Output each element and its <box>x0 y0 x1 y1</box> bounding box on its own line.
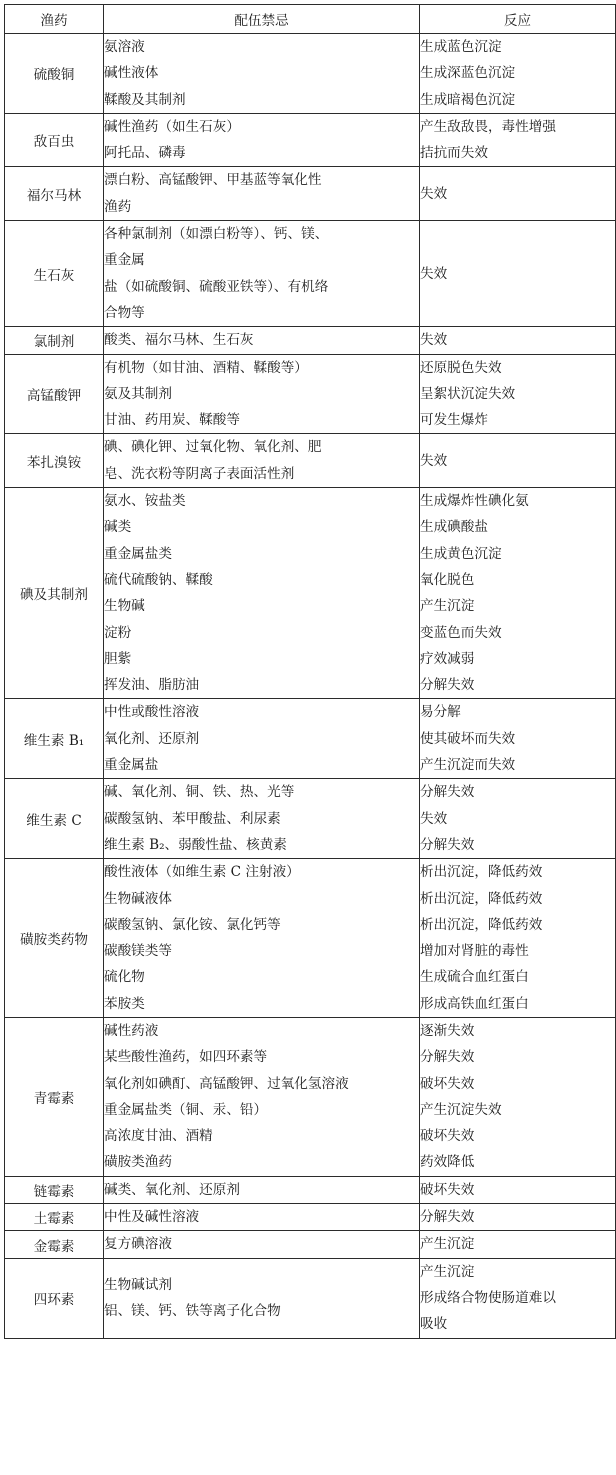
reaction-item: 可发生爆炸 <box>420 412 488 429</box>
incompatibility-item: 维生素 B₂、弱酸性盐、核黄素 <box>104 836 287 853</box>
incompatibility-item: 复方碘溶液 <box>104 1236 172 1253</box>
reaction-item: 产生沉淀 <box>420 1236 475 1253</box>
incompatibility-item: 生物碱 <box>104 598 145 615</box>
incompatibility-item: 重金属盐 <box>104 757 159 774</box>
incompatibility-table <box>4 4 616 1339</box>
incompatibility-item: 重金属盐类 <box>104 545 172 562</box>
reaction-item: 破坏失效 <box>420 1075 475 1092</box>
incompatibility-item: 磺胺类渔药 <box>104 1154 172 1171</box>
drug-name: 维生素 B₁ <box>5 699 104 779</box>
reaction-cell <box>420 1017 616 1176</box>
incompatibility-item: 皂、洗衣粉等阴离子表面活性剂 <box>104 465 295 482</box>
incompatibility-item: 高浓度甘油、酒精 <box>104 1128 213 1145</box>
incompatibility-item: 酸类、福尔马林、生石灰 <box>104 332 254 349</box>
table-row <box>5 434 616 488</box>
incompatibility-item: 中性及碱性溶液 <box>104 1209 200 1226</box>
incompatibility-cell <box>104 34 420 114</box>
incompatibility-cell <box>104 1017 420 1176</box>
header-row <box>5 5 616 34</box>
incompatibility-item: 阿托品、磷毒 <box>104 145 186 162</box>
reaction-item: 生成碘酸盐 <box>420 519 488 536</box>
table-row <box>5 1258 616 1338</box>
incompatibility-item: 酸性液体（如维生素 C 注射液） <box>104 864 300 881</box>
reaction-item: 产生沉淀 <box>420 1263 475 1280</box>
incompatibility-cell <box>104 1258 420 1338</box>
table-row <box>5 488 616 699</box>
incompatibility-item: 铝、镁、钙、铁等离子化合物 <box>104 1303 281 1320</box>
reaction-item: 分解失效 <box>420 784 475 801</box>
incompatibility-item: 渔药 <box>104 198 132 215</box>
incompatibility-item: 漂白粉、高锰酸钾、甲基蓝等氧化性 <box>104 172 322 189</box>
incompatibility-item: 碱性液体 <box>104 65 159 82</box>
reaction-item: 失效 <box>420 332 448 349</box>
reaction-item: 失效 <box>420 265 448 282</box>
reaction-cell <box>420 488 616 699</box>
incompatibility-item: 重金属盐类（铜、汞、铅） <box>104 1101 268 1118</box>
incompatibility-cell <box>104 113 420 167</box>
reaction-item: 使其破坏而失效 <box>420 730 516 747</box>
reaction-item: 疗效减弱 <box>420 650 475 667</box>
drug-name: 苯扎溴铵 <box>5 434 104 488</box>
incompatibility-item: 氨溶液 <box>104 39 145 55</box>
reaction-cell <box>420 221 616 327</box>
reaction-item: 生成硫合血红蛋白 <box>420 969 529 986</box>
header-incompatibility: 配伍禁忌 <box>104 5 420 34</box>
reaction-cell <box>420 113 616 167</box>
incompatibility-cell <box>104 1231 420 1258</box>
table-row <box>5 354 616 434</box>
header-reaction: 反应 <box>420 5 616 34</box>
reaction-cell <box>420 1204 616 1231</box>
reaction-item: 生成蓝色沉淀 <box>420 39 502 55</box>
table-row <box>5 34 616 114</box>
reaction-item: 分解失效 <box>420 1209 475 1226</box>
drug-name: 链霉素 <box>5 1176 104 1203</box>
incompatibility-item: 碱、氧化剂、铜、铁、热、光等 <box>104 784 295 801</box>
reaction-cell <box>420 1258 616 1338</box>
incompatibility-item: 碱性药液 <box>104 1022 159 1039</box>
incompatibility-cell <box>104 779 420 859</box>
reaction-item: 产生敌敌畏，毒性增强 <box>420 118 556 135</box>
reaction-item: 呈絮状沉淀失效 <box>420 385 516 402</box>
drug-name: 生石灰 <box>5 221 104 327</box>
reaction-item: 还原脱色失效 <box>420 359 502 376</box>
drug-name: 金霉素 <box>5 1231 104 1258</box>
reaction-item: 分解失效 <box>420 677 475 694</box>
table-row <box>5 1176 616 1203</box>
table-row <box>5 1231 616 1258</box>
incompatibility-item: 碳酸镁类等 <box>104 943 172 960</box>
incompatibility-item: 碱类 <box>104 519 132 536</box>
table-row <box>5 113 616 167</box>
reaction-cell <box>420 779 616 859</box>
reaction-item: 增加对肾脏的毒性 <box>420 943 529 960</box>
incompatibility-item: 硫代硫酸钠、鞣酸 <box>104 571 213 588</box>
reaction-item: 药效降低 <box>420 1154 475 1171</box>
incompatibility-item: 某些酸性渔药，如四环素等 <box>104 1049 268 1066</box>
drug-name: 高锰酸钾 <box>5 354 104 434</box>
incompatibility-item: 苯胺类 <box>104 995 145 1012</box>
reaction-item: 产生沉淀 <box>420 598 475 615</box>
table-row <box>5 1204 616 1231</box>
reaction-item: 破坏失效 <box>420 1181 475 1198</box>
table-row <box>5 699 616 779</box>
reaction-item: 产生沉淀而失效 <box>420 757 516 774</box>
table-row <box>5 859 616 1018</box>
reaction-cell <box>420 1231 616 1258</box>
drug-name: 敌百虫 <box>5 113 104 167</box>
reaction-item: 生成爆炸性碘化氨 <box>420 493 529 510</box>
reaction-cell <box>420 1176 616 1203</box>
incompatibility-cell <box>104 1204 420 1231</box>
reaction-item: 生成深蓝色沉淀 <box>420 65 516 82</box>
reaction-item: 形成高铁血红蛋白 <box>420 995 529 1012</box>
incompatibility-item: 中性或酸性溶液 <box>104 704 200 721</box>
reaction-item: 易分解 <box>420 704 461 721</box>
incompatibility-cell <box>104 859 420 1018</box>
reaction-cell <box>420 167 616 221</box>
reaction-cell <box>420 34 616 114</box>
incompatibility-item: 有机物（如甘油、酒精、鞣酸等） <box>104 359 308 376</box>
reaction-item: 失效 <box>420 452 448 469</box>
table-body <box>5 34 616 1339</box>
incompatibility-item: 碱性渔药（如生石灰） <box>104 118 240 135</box>
incompatibility-item: 甘油、药用炭、鞣酸等 <box>104 412 240 429</box>
table-row <box>5 1017 616 1176</box>
reaction-item: 生成黄色沉淀 <box>420 545 502 562</box>
reaction-item: 失效 <box>420 185 448 202</box>
drug-name: 硫酸铜 <box>5 34 104 114</box>
table-row <box>5 167 616 221</box>
drug-name: 青霉素 <box>5 1017 104 1176</box>
incompatibility-item: 淀粉 <box>104 624 132 641</box>
reaction-item: 变蓝色而失效 <box>420 624 502 641</box>
incompatibility-cell <box>104 699 420 779</box>
incompatibility-item: 碱类、氧化剂、还原剂 <box>104 1181 240 1198</box>
reaction-cell <box>420 699 616 779</box>
incompatibility-item: 胆紫 <box>104 650 132 667</box>
incompatibility-item: 合物等 <box>104 304 145 321</box>
reaction-item: 分解失效 <box>420 1049 475 1066</box>
table-row <box>5 779 616 859</box>
reaction-cell <box>420 434 616 488</box>
reaction-item: 分解失效 <box>420 836 475 853</box>
drug-name: 碘及其制剂 <box>5 488 104 699</box>
reaction-item: 产生沉淀失效 <box>420 1101 502 1118</box>
reaction-item: 拮抗而失效 <box>420 145 488 162</box>
incompatibility-cell <box>104 488 420 699</box>
reaction-item: 破坏失效 <box>420 1128 475 1145</box>
drug-name: 土霉素 <box>5 1204 104 1231</box>
incompatibility-item: 生物碱液体 <box>104 890 172 907</box>
incompatibility-item: 挥发油、脂肪油 <box>104 677 200 694</box>
incompatibility-item: 碘、碘化钾、过氧化物、氧化剂、肥 <box>104 439 322 456</box>
incompatibility-item: 碳酸氢钠、苯甲酸盐、利尿素 <box>104 810 281 827</box>
reaction-cell <box>420 354 616 434</box>
drug-name: 磺胺类药物 <box>5 859 104 1018</box>
reaction-item: 生成暗褐色沉淀 <box>420 91 516 108</box>
reaction-cell <box>420 859 616 1018</box>
incompatibility-item: 氨水、铵盐类 <box>104 493 186 510</box>
incompatibility-item: 重金属 <box>104 252 145 269</box>
incompatibility-cell <box>104 327 420 354</box>
reaction-item: 析出沉淀，降低药效 <box>420 890 543 907</box>
reaction-item: 形成络合物使肠道难以 <box>420 1289 556 1306</box>
incompatibility-item: 氧化剂、还原剂 <box>104 730 200 747</box>
incompatibility-item: 碳酸氢钠、氯化铵、氯化钙等 <box>104 916 281 933</box>
incompatibility-item: 各种氯制剂（如漂白粉等）、钙、镁、 <box>104 226 329 243</box>
drug-name: 福尔马林 <box>5 167 104 221</box>
incompatibility-cell <box>104 167 420 221</box>
drug-name: 维生素 C <box>5 779 104 859</box>
table-row <box>5 221 616 327</box>
reaction-item: 失效 <box>420 810 448 827</box>
incompatibility-item: 盐（如硫酸铜、硫酸亚铁等）、有机络 <box>104 278 329 295</box>
incompatibility-item: 氨及其制剂 <box>104 385 172 402</box>
incompatibility-cell <box>104 1176 420 1203</box>
incompatibility-item: 氧化剂如碘酊、高锰酸钾、过氧化氢溶液 <box>104 1075 349 1092</box>
incompatibility-item: 鞣酸及其制剂 <box>104 91 186 108</box>
reaction-item: 吸收 <box>420 1316 448 1333</box>
reaction-item: 逐渐失效 <box>420 1022 475 1039</box>
incompatibility-item: 生物碱试剂 <box>104 1276 172 1293</box>
table-row <box>5 327 616 354</box>
reaction-item: 析出沉淀，降低药效 <box>420 916 543 933</box>
drug-name: 四环素 <box>5 1258 104 1338</box>
incompatibility-item: 硫化物 <box>104 969 145 986</box>
incompatibility-cell <box>104 434 420 488</box>
reaction-item: 氧化脱色 <box>420 571 475 588</box>
incompatibility-cell <box>104 354 420 434</box>
reaction-cell <box>420 327 616 354</box>
reaction-item: 析出沉淀，降低药效 <box>420 864 543 881</box>
drug-name: 氯制剂 <box>5 327 104 354</box>
header-drug: 渔药 <box>5 5 104 34</box>
incompatibility-cell <box>104 221 420 327</box>
